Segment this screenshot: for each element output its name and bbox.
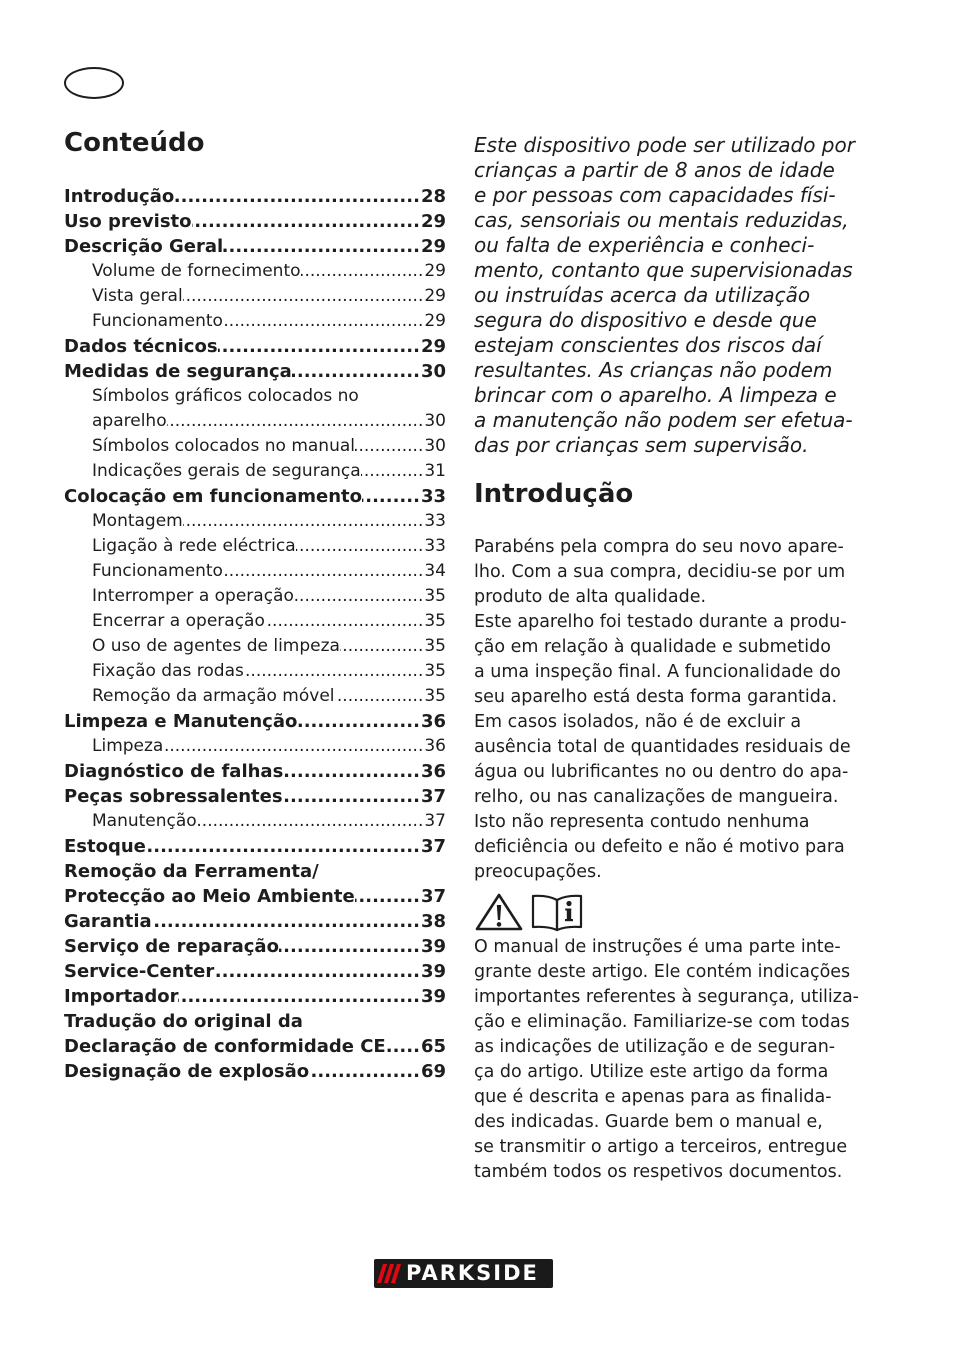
introduction-paragraph <box>474 535 874 885</box>
toc-entry <box>64 459 446 484</box>
paragraph-line: relho, ou nas canalizações de mangueira. <box>474 787 839 807</box>
toc-entry-page: 35 <box>424 661 446 681</box>
toc-entry <box>64 809 446 834</box>
toc-entry-label: Remoção da armação móvel <box>92 686 335 706</box>
toc-dot-leader <box>223 309 424 334</box>
toc-entry <box>64 1009 446 1034</box>
toc-dot-leader <box>146 834 421 859</box>
toc-entry <box>64 784 446 809</box>
toc-entry-page: 36 <box>424 736 446 756</box>
paragraph-line: deficiência ou defeito e não é motivo para <box>474 837 845 857</box>
toc-dot-leader <box>183 284 425 309</box>
toc-entry-label: Tradução do original da <box>64 1011 303 1032</box>
toc-entry-label: Service-Center <box>64 961 215 982</box>
toc-entry-page: 29 <box>424 261 446 281</box>
toc-dot-leader <box>301 259 425 284</box>
toc-dot-leader <box>297 709 421 734</box>
toc-entry-page: 31 <box>424 461 446 481</box>
paragraph-line: lho. Com a sua compra, decidiu-se por um <box>474 562 846 582</box>
parkside-logo <box>374 1259 553 1288</box>
toc-entry-label: Fixação das rodas <box>92 661 244 681</box>
paragraph-line: importantes referentes à segurança, utiliza- <box>474 987 859 1007</box>
toc-entry <box>64 659 446 684</box>
toc-dot-leader <box>167 409 425 434</box>
toc-entry-page: 33 <box>424 511 446 531</box>
toc-entry-page: 39 <box>420 986 446 1007</box>
toc-entry-page: 29 <box>420 211 446 232</box>
toc-entry <box>64 909 446 934</box>
paragraph-line: des indicadas. Guarde bem o manual e, <box>474 1112 823 1132</box>
toc-entry-page: 34 <box>424 561 446 581</box>
toc-entry-page: 30 <box>424 436 446 456</box>
language-badge <box>64 67 124 99</box>
paragraph-line: que é descrita e apenas para as finalida- <box>474 1087 832 1107</box>
toc-dot-leader <box>296 534 425 559</box>
safety-notice-line: Este dispositivo pode ser utilizado por <box>474 133 855 157</box>
toc-entry-label: Colocação em funcionamento <box>64 486 362 507</box>
toc-entry-page: 36 <box>420 761 446 782</box>
toc-entry <box>64 434 446 459</box>
toc-entry-page: 29 <box>420 336 446 357</box>
toc-entry-label: Importador <box>64 986 179 1007</box>
toc-entry <box>64 834 446 859</box>
toc-entry <box>64 284 446 309</box>
toc-entry-label: Diagnóstico de falhas <box>64 761 284 782</box>
toc-dot-leader <box>294 584 424 609</box>
safety-notice-line: segura do dispositivo e desde que <box>474 308 817 332</box>
safety-notice <box>474 133 874 458</box>
toc-entry-page: 35 <box>424 686 446 706</box>
toc-dot-leader <box>361 459 425 484</box>
toc-dot-leader <box>174 184 421 209</box>
table-of-contents <box>64 184 446 1084</box>
toc-entry-page: 37 <box>424 811 446 831</box>
notice-icons <box>474 892 584 932</box>
toc-entry-page: 65 <box>420 1036 446 1057</box>
toc-entry-label: Indicações gerais de segurança <box>92 461 361 481</box>
toc-entry-label: Dados técnicos <box>64 336 218 357</box>
toc-entry <box>64 309 446 334</box>
paragraph-line: também todos os respetivos documentos. <box>474 1162 843 1182</box>
toc-entry-page: 33 <box>420 486 446 507</box>
toc-dot-leader <box>244 659 424 684</box>
toc-entry-page: 30 <box>420 361 446 382</box>
safety-notice-line: brincar com o aparelho. A limpeza e <box>474 383 837 407</box>
paragraph-line: se transmitir o artigo a terceiros, entregue <box>474 1137 848 1157</box>
safety-notice-line: e por pessoas com capacidades físi- <box>474 183 836 207</box>
paragraph-line: Isto não representa contudo nenhuma <box>474 812 810 832</box>
paragraph-line: Em casos isolados, não é de excluir a <box>474 712 802 732</box>
toc-dot-leader <box>309 1059 421 1084</box>
toc-entry-label: Vista geral <box>92 286 183 306</box>
toc-entry-label: Peças sobressalentes <box>64 786 283 807</box>
toc-entry <box>64 209 446 234</box>
toc-entry-label: Volume de fornecimento <box>92 261 301 281</box>
paragraph-line: grante deste artigo. Ele contém indicações <box>474 962 851 982</box>
toc-entry-label: Remoção da Ferramenta/ <box>64 861 319 882</box>
toc-dot-leader <box>355 884 421 909</box>
toc-entry <box>64 884 446 909</box>
toc-entry-label: Interromper a operação <box>92 586 294 606</box>
toc-entry-label: Símbolos gráficos colocados no <box>92 386 359 406</box>
toc-entry-page: 28 <box>420 186 446 207</box>
paragraph-line: seu aparelho está desta forma garantida. <box>474 687 838 707</box>
toc-entry-page: 35 <box>424 586 446 606</box>
contents-title: Conteúdo <box>64 128 205 158</box>
toc-entry-label: Declaração de conformidade CE <box>64 1036 386 1057</box>
toc-entry-page: 29 <box>424 311 446 331</box>
introduction-title: Introdução <box>474 479 634 509</box>
paragraph-line: Este aparelho foi testado durante a produ- <box>474 612 847 632</box>
paragraph-line: as indicações de utilização e de seguran- <box>474 1037 836 1057</box>
paragraph-line: Parabéns pela compra do seu novo apare- <box>474 537 844 557</box>
safety-notice-line: ou instruídas acerca da utilização <box>474 283 811 307</box>
toc-entry <box>64 759 446 784</box>
toc-entry <box>64 684 446 709</box>
toc-dot-leader <box>152 909 421 934</box>
toc-entry <box>64 484 446 509</box>
toc-entry-page: 35 <box>424 611 446 631</box>
toc-entry-label: Funcionamento <box>92 311 223 331</box>
toc-entry <box>64 409 446 434</box>
toc-entry-label: Descrição Geral <box>64 236 224 257</box>
toc-entry-page: 33 <box>424 536 446 556</box>
toc-entry-label: Designação de explosão <box>64 1061 310 1082</box>
toc-entry <box>64 634 446 659</box>
toc-entry-label: Limpeza <box>92 736 164 756</box>
toc-entry-label: Garantia <box>64 911 152 932</box>
toc-dot-leader <box>283 759 421 784</box>
toc-entry-page: 37 <box>420 886 446 907</box>
toc-entry-page: 39 <box>420 961 446 982</box>
toc-entry <box>64 1059 446 1084</box>
safety-notice-line: ou falta de experiência e conheci- <box>474 233 815 257</box>
toc-entry-label: Funcionamento <box>92 561 223 581</box>
toc-dot-leader <box>340 634 424 659</box>
manual-paragraph <box>474 935 874 1185</box>
toc-entry-page: 69 <box>420 1061 446 1082</box>
toc-dot-leader <box>183 509 425 534</box>
warning-triangle-icon <box>474 892 524 932</box>
toc-dot-leader <box>178 984 420 1009</box>
toc-dot-leader <box>218 334 421 359</box>
toc-entry <box>64 559 446 584</box>
toc-dot-leader <box>335 684 425 709</box>
toc-entry-label: Serviço de reparação <box>64 936 279 957</box>
safety-notice-line: a manutenção não podem ser efetua- <box>474 408 853 432</box>
toc-dot-leader <box>192 209 421 234</box>
toc-entry <box>64 934 446 959</box>
toc-entry <box>64 1034 446 1059</box>
paragraph-line: O manual de instruções é uma parte inte- <box>474 937 841 957</box>
toc-entry <box>64 509 446 534</box>
toc-dot-leader <box>223 234 421 259</box>
toc-entry <box>64 709 446 734</box>
toc-entry <box>64 384 446 409</box>
toc-entry-page: 38 <box>420 911 446 932</box>
read-manual-icon <box>530 892 584 932</box>
toc-entry-page: 37 <box>420 836 446 857</box>
toc-entry <box>64 584 446 609</box>
toc-entry-label: Símbolos colocados no manual <box>92 436 355 456</box>
paragraph-line: a uma inspeção final. A funcionalidade do <box>474 662 841 682</box>
paragraph-line: ção e eliminação. Familiarize-se com todas <box>474 1012 850 1032</box>
safety-notice-line: mento, contanto que supervisionadas <box>474 258 853 282</box>
paragraph-line: ção em relação à qualidade e submetido <box>474 637 831 657</box>
toc-entry-page: 39 <box>420 936 446 957</box>
toc-entry-page: 36 <box>420 711 446 732</box>
toc-entry-label: O uso de agentes de limpeza <box>92 636 340 656</box>
toc-entry <box>64 984 446 1009</box>
toc-entry-label: Encerrar a operação <box>92 611 265 631</box>
toc-entry-label: Uso previsto <box>64 211 192 232</box>
toc-entry-page: 29 <box>424 286 446 306</box>
paragraph-line: ausência total de quantidades residuais de <box>474 737 851 757</box>
safety-notice-line: das por crianças sem supervisão. <box>474 433 809 457</box>
toc-entry <box>64 734 446 759</box>
toc-entry-page: 35 <box>424 636 446 656</box>
logo-stripes-icon <box>374 1259 404 1288</box>
toc-dot-leader <box>223 559 424 584</box>
toc-entry-page: 37 <box>420 786 446 807</box>
safety-notice-line: crianças a partir de 8 anos de idade <box>474 158 835 182</box>
toc-entry-label: Limpeza e Manutenção <box>64 711 298 732</box>
toc-entry-label: Ligação à rede eléctrica <box>92 536 296 556</box>
toc-entry-page: 30 <box>424 411 446 431</box>
toc-entry-page: 29 <box>420 236 446 257</box>
paragraph-line: água ou lubrificantes no ou dentro do apa- <box>474 762 849 782</box>
toc-entry <box>64 859 446 884</box>
toc-dot-leader <box>386 1034 421 1059</box>
toc-entry <box>64 959 446 984</box>
logo-wordmark: PARKSIDE <box>406 1261 539 1285</box>
toc-entry-label: Protecção ao Meio Ambiente <box>64 886 355 907</box>
toc-entry <box>64 259 446 284</box>
toc-dot-leader <box>283 784 421 809</box>
toc-entry <box>64 334 446 359</box>
paragraph-line: produto de alta qualidade. <box>474 587 707 607</box>
toc-dot-leader <box>292 359 421 384</box>
toc-entry-label: aparelho <box>92 411 167 431</box>
toc-dot-leader <box>163 734 424 759</box>
safety-notice-line: estejam conscientes dos riscos daí <box>474 333 822 357</box>
toc-entry-label: Medidas de segurança <box>64 361 292 382</box>
paragraph-line: ça do artigo. Utilize este artigo da forma <box>474 1062 829 1082</box>
toc-dot-leader <box>265 609 425 634</box>
toc-entry <box>64 534 446 559</box>
safety-notice-line: cas, sensoriais ou mentais reduzidas, <box>474 208 849 232</box>
paragraph-line: preocupações. <box>474 862 602 882</box>
toc-entry-label: Introdução <box>64 186 175 207</box>
toc-dot-leader <box>214 959 421 984</box>
toc-dot-leader <box>355 434 424 459</box>
toc-entry <box>64 234 446 259</box>
toc-entry-label: Estoque <box>64 836 146 857</box>
toc-entry <box>64 359 446 384</box>
toc-entry <box>64 609 446 634</box>
toc-dot-leader <box>197 809 425 834</box>
toc-dot-leader <box>362 484 421 509</box>
toc-entry-label: Montagem <box>92 511 183 531</box>
toc-entry <box>64 184 446 209</box>
safety-notice-line: resultantes. As crianças não podem <box>474 358 833 382</box>
toc-entry-label: Manutenção <box>92 811 197 831</box>
toc-dot-leader <box>279 934 421 959</box>
